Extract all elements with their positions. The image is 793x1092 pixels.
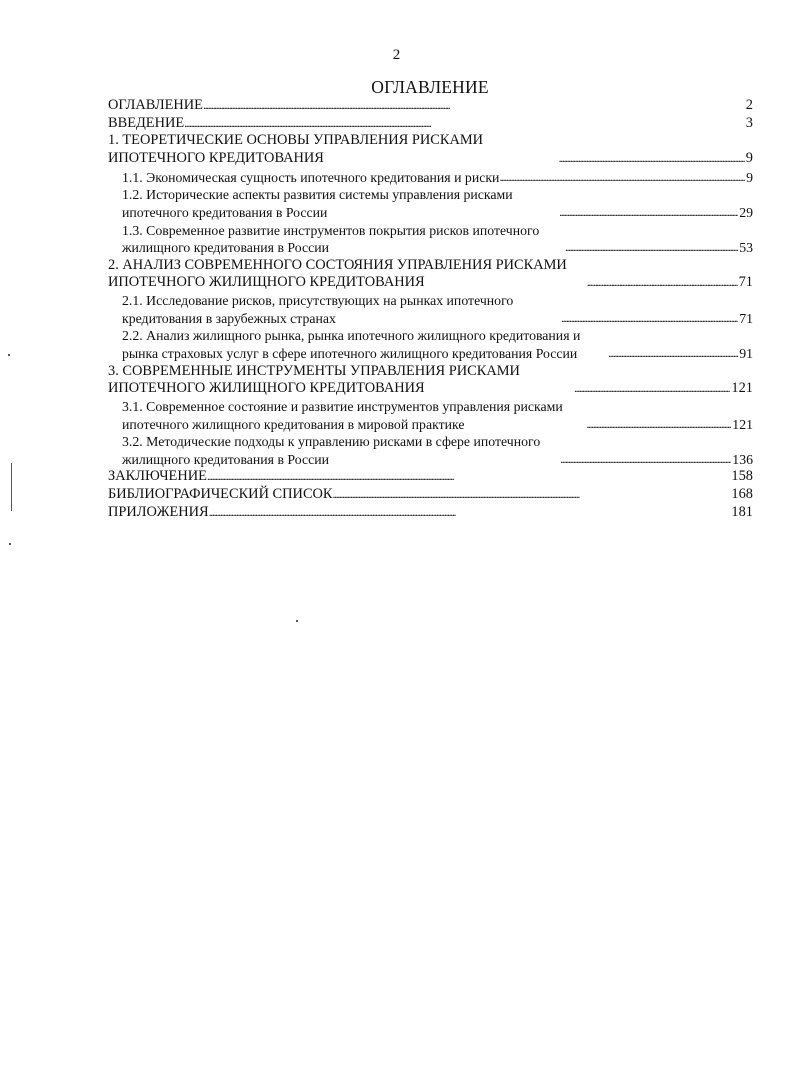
- toc-chapter-entry: [108, 468, 753, 486]
- dot-leader: [587, 274, 738, 292]
- toc-chapter-entry: [108, 132, 753, 167]
- toc-entry-page-number: 53: [739, 240, 753, 256]
- toc-section-entry: [108, 222, 753, 257]
- toc-title: ОГЛАВЛЕНИЕ: [371, 77, 489, 97]
- toc-section-entry: [108, 327, 753, 362]
- table-of-contents: [108, 97, 753, 521]
- scan-artifact-dot: [8, 354, 10, 356]
- scan-artifact-dot: [296, 620, 298, 622]
- dot-leader: [560, 450, 731, 469]
- toc-entry-page-number: 158: [731, 468, 753, 485]
- toc-chapter-entry: [108, 486, 753, 504]
- dot-leader: [499, 168, 745, 187]
- toc-entry-page-number: 181: [731, 503, 753, 520]
- toc-entry-page-number: 9: [745, 150, 753, 167]
- toc-entry-page-number: 136: [732, 451, 753, 467]
- dot-leader: [333, 486, 731, 504]
- dot-leader: [565, 238, 738, 257]
- toc-entry-title: 2. АНАЛИЗ СОВРЕМЕННОГО СОСТОЯНИЯ УПРАВЛЕНИЯ РИСКАМИ ИПОТЕЧНОГО ЖИЛИЩНОГО КРЕДИТОВАНИЯ: [108, 256, 567, 291]
- dot-leader: [608, 344, 738, 363]
- dot-leader: [586, 415, 731, 434]
- toc-entry-title: 3.2. Методические подходы к управлению рисками в сфере ипотечного жилищного кредитования в России: [122, 434, 541, 467]
- toc-entry-page-number: 121: [732, 416, 753, 432]
- toc-section-entry: [108, 398, 753, 433]
- toc-section-entry: [108, 186, 753, 221]
- toc-entry-title: 2.2. Анализ жилищного рынка, рынка ипотечного жилищного кредитования и рынка страховых услуг в сфере ипотечного жилищного кредитования России: [122, 328, 581, 361]
- toc-entry-title: ПРИЛОЖЕНИЯ: [108, 503, 209, 520]
- toc-entry-title: 2.1. Исследование рисков, присутствующих на рынках ипотечного кредитования в зарубежных странах: [122, 293, 514, 326]
- dot-leader: [559, 150, 745, 168]
- toc-entry-page-number: 91: [739, 345, 753, 361]
- dot-leader: [574, 380, 730, 398]
- toc-entry-title: 1.3. Современное развитие инструментов покрытия рисков ипотечного жилищного кредитования в России: [122, 222, 540, 256]
- dot-leader: [207, 468, 730, 486]
- toc-chapter-entry: [108, 97, 753, 115]
- dot-leader: [184, 115, 745, 133]
- scan-artifact-dot: [9, 543, 11, 545]
- toc-entry-title: ОГЛАВЛЕНИЕ: [108, 97, 203, 113]
- dot-leader: [209, 504, 731, 522]
- toc-entry-title: БИБЛИОГРАФИЧЕСКИЙ СПИСОК: [108, 486, 333, 503]
- toc-entry-title: 3. СОВРЕМЕННЫЕ ИНСТРУМЕНТЫ УПРАВЛЕНИЯ РИСКАМИ ИПОТЕЧНОГО ЖИЛИЩНОГО КРЕДИТОВАНИЯ: [108, 362, 520, 397]
- toc-entry-title: ВВЕДЕНИЕ: [108, 114, 185, 131]
- toc-section-entry: [108, 433, 753, 468]
- dot-leader: [203, 97, 745, 115]
- toc-entry-page-number: 9: [746, 169, 753, 185]
- dot-leader: [561, 309, 738, 328]
- toc-entry-title: 1.1. Экономическая сущность ипотечного кредитования и риски: [122, 169, 500, 185]
- toc-entry-page-number: 121: [731, 380, 753, 397]
- toc-chapter-entry: [108, 504, 753, 522]
- toc-chapter-entry: [108, 257, 753, 292]
- toc-entry-page-number: 168: [731, 486, 753, 503]
- toc-section-entry: [108, 168, 753, 187]
- dot-leader: [559, 203, 738, 222]
- toc-entry-title: 1. ТЕОРЕТИЧЕСКИЕ ОСНОВЫ УПРАВЛЕНИЯ РИСКАМИ ИПОТЕЧНОГО КРЕДИТОВАНИЯ: [108, 132, 484, 167]
- toc-chapter-entry: [108, 115, 753, 133]
- toc-section-entry: [108, 292, 753, 327]
- toc-entry-title: ЗАКЛЮЧЕНИЕ: [108, 468, 207, 485]
- toc-entry-page-number: 29: [739, 205, 753, 220]
- toc-entry-page-number: 71: [739, 310, 753, 326]
- scan-artifact-line: [11, 463, 12, 511]
- page-number: 2: [392, 47, 401, 63]
- toc-entry-page-number: 3: [745, 114, 753, 131]
- toc-entry-page-number: 71: [738, 274, 753, 291]
- toc-entry-page-number: 2: [745, 97, 753, 113]
- toc-entry-title: 1.2. Исторические аспекты развития системы управления рисками ипотечного кредитования в России: [122, 187, 513, 220]
- toc-chapter-entry: [108, 363, 753, 398]
- toc-entry-title: 3.1. Современное состояние и развитие инструментов управления рисками ипотечного жилищного кредитования в мировой практике: [122, 398, 563, 432]
